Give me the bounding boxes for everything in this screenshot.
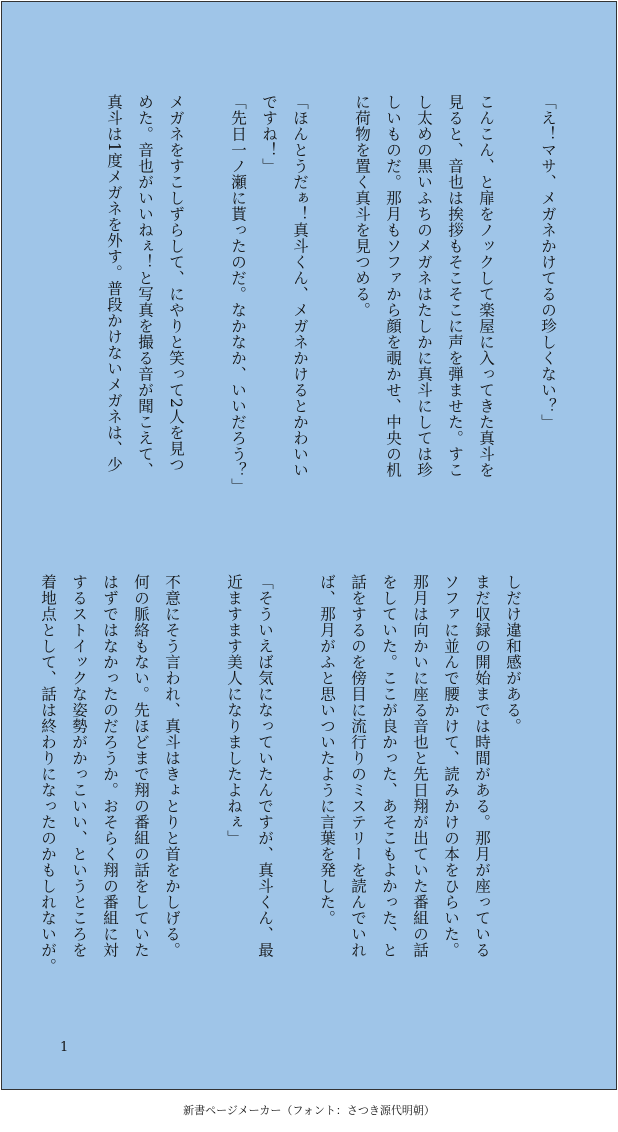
text-line: ソファに並んで腰かけて、読みかけの本をひらいた。 xyxy=(442,574,460,958)
text-line: こんこん、と扉をノックして楽屋に入ってきた真斗を xyxy=(477,94,495,478)
text-line: 那月は向かいに座る音也と先日翔が出ていた番組の話 xyxy=(411,574,429,958)
text-line: 近ますます美人になりましたよねぇ」 xyxy=(225,574,243,846)
text-line: をしていた。ここが良かった、あそこもよかった、と xyxy=(380,574,398,958)
text-block-top xyxy=(98,94,563,534)
text-line: めた。音也がいいねぇ！と写真を撮る音が聞こえて、 xyxy=(136,94,154,478)
text-line: ですね！」 xyxy=(260,94,278,174)
book-page xyxy=(1,1,617,1090)
text-line xyxy=(187,574,218,1034)
text-line: ば、那月がふと思いついたように言葉を発した。 xyxy=(318,574,336,926)
text-line: 「え！マサ、メガネかけてるの珍しくない？」 xyxy=(539,94,557,430)
text-line: 着地点として、話は終わりになったのかもしれないが。 xyxy=(39,574,57,974)
text-line: しだけ違和感がある。 xyxy=(504,574,522,734)
text-line: まだ収録の開始までは時間がある。那月が座っている xyxy=(473,574,491,958)
text-line xyxy=(501,94,532,534)
page-number: 1 xyxy=(60,1040,69,1055)
text-line: に荷物を置く真斗を見つめる。 xyxy=(353,94,371,318)
text-line: はずではなかったのだろうか。おそらく翔の番組に対 xyxy=(101,574,119,958)
text-line: 話をするのを傍目に流行りのミステリーを読んでいれ xyxy=(349,574,367,958)
footer-caption: 新書ページメーカー（フォント：さつき源代明朝） xyxy=(183,1104,435,1117)
text-line: 見ると、音也は挨拶もそこそこに声を弾ませた。すこ xyxy=(446,94,464,478)
text-line: 「先日一ノ瀬に貰ったのだ。なかなか、いいだろう？」 xyxy=(229,94,247,494)
text-line xyxy=(315,94,346,534)
text-line: 「そういえば気になっていたんですが、真斗くん、最 xyxy=(256,574,274,958)
text-line xyxy=(191,94,222,534)
text-block-bottom xyxy=(32,574,528,1034)
text-line: し太めの黒いふちのメガネはたしかに真斗にしては珍 xyxy=(415,94,433,478)
text-line: 真斗は1度メガネを外す。普段かけないメガネは、少 xyxy=(105,94,123,473)
text-line xyxy=(280,574,311,1034)
text-line: 不意にそう言われ、真斗はきょとりと首をかしげる。 xyxy=(163,574,181,958)
text-line: しいものだ。那月もソファから顔を覗かせ、中央の机 xyxy=(384,94,402,478)
text-line: するストイックな姿勢がかっこいい、というところを xyxy=(70,574,88,958)
text-line: メガネをすこしずらして、にやりと笑って2人を見つ xyxy=(167,94,185,473)
text-line: 「ほんとうだぁ！真斗くん、メガネかけるとかわいい xyxy=(291,94,309,478)
text-line: 何の脈絡もない。先ほどまで翔の番組の話をしていた xyxy=(132,574,150,958)
